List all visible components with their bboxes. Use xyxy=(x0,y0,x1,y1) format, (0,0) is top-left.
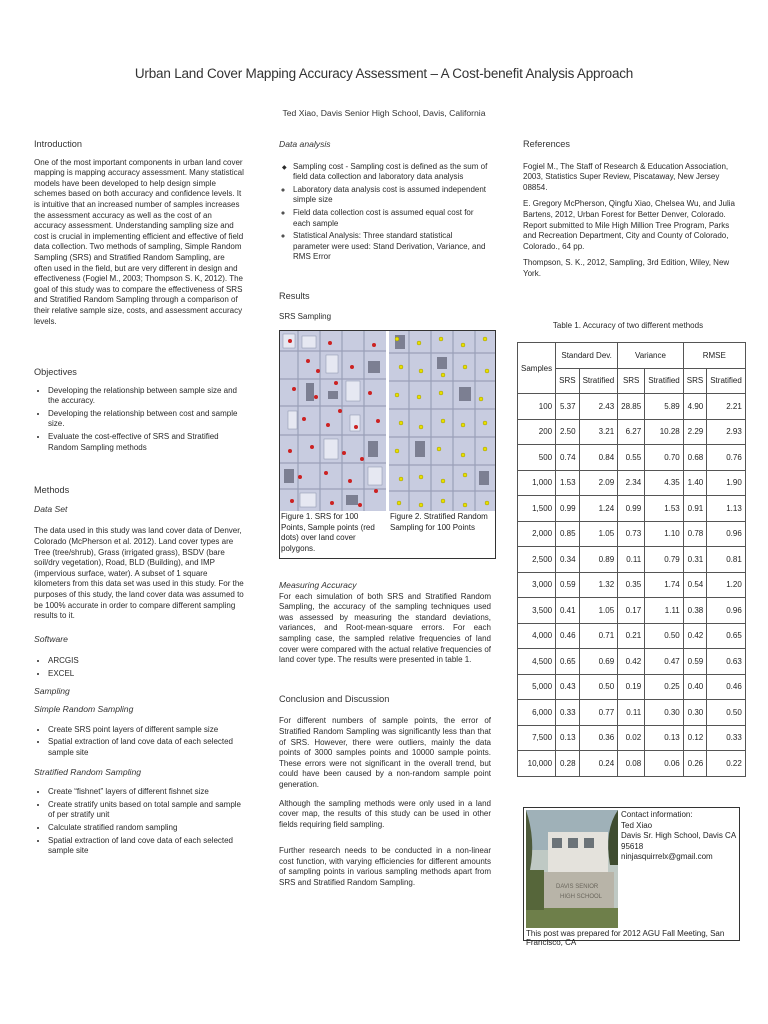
table-cell: 0.69 xyxy=(579,649,618,675)
objectives-heading: Objectives xyxy=(34,367,77,378)
table-cell: 0.50 xyxy=(707,700,746,726)
table-cell: 1.24 xyxy=(579,496,618,522)
table-cell-samples: 2,000 xyxy=(518,521,556,547)
table-cell: 0.34 xyxy=(556,547,579,573)
srs-sampling-label: SRS Sampling xyxy=(279,311,332,321)
table-cell-samples: 7,500 xyxy=(518,725,556,751)
table-body xyxy=(518,394,746,777)
table-cell: 1.53 xyxy=(645,496,684,522)
table-cell: 5.37 xyxy=(556,394,579,420)
list-item: • Developing the relationship between sample size and the accuracy. xyxy=(48,386,244,407)
contact-address: Davis Sr. High School, Davis CA 95618 xyxy=(621,831,736,851)
objectives-list xyxy=(34,386,244,454)
table-cell: 0.50 xyxy=(579,674,618,700)
table-cell: 1.40 xyxy=(683,470,706,496)
table-cell: 4.35 xyxy=(645,470,684,496)
conclusion-text-3: Further research needs to be conducted in a non-linear cost function, with varying efficiencies for different amounts of sampling points in various sampling methods apart from SRS and Stratified Random Sampling. xyxy=(279,846,491,888)
table-cell: 3.21 xyxy=(579,419,618,445)
table-cell: 0.47 xyxy=(645,649,684,675)
table-cell: 0.59 xyxy=(683,649,706,675)
list-item: • EXCEL xyxy=(48,669,244,680)
column-middle xyxy=(279,139,491,322)
table-cell: 1.90 xyxy=(707,470,746,496)
sampling-cost-list xyxy=(279,162,491,183)
table-cell-samples: 5,000 xyxy=(518,674,556,700)
table-subheader: SRS xyxy=(556,368,579,394)
table-subheader: Stratified xyxy=(645,368,684,394)
methods-heading: Methods xyxy=(34,485,70,496)
contact-heading: Contact information: xyxy=(621,810,693,819)
table-cell: 0.42 xyxy=(618,649,645,675)
table-cell: 0.96 xyxy=(707,521,746,547)
table-row xyxy=(518,419,746,445)
list-item: ◦ Field data collection cost is assumed equal cost for each sample xyxy=(293,208,491,229)
table-cell: 0.46 xyxy=(707,674,746,700)
stratified-map-image xyxy=(389,331,495,511)
measuring-heading: Measuring Accuracy xyxy=(279,580,357,590)
table-cell: 1.05 xyxy=(579,521,618,547)
table-cell: 0.31 xyxy=(683,547,706,573)
contact-text xyxy=(621,810,739,863)
table-cell: 0.91 xyxy=(683,496,706,522)
table-header-samples: Samples xyxy=(518,343,556,394)
table-cell: 0.99 xyxy=(556,496,579,522)
data-analysis-heading: Data analysis xyxy=(279,139,331,149)
table-cell: 4.90 xyxy=(683,394,706,420)
table-cell: 0.02 xyxy=(618,725,645,751)
figure-2-map xyxy=(389,331,495,511)
table-row xyxy=(518,470,746,496)
school-building-image xyxy=(526,810,618,928)
table-cell: 0.19 xyxy=(618,674,645,700)
table-cell: 0.65 xyxy=(707,623,746,649)
table-cell: 0.22 xyxy=(707,751,746,777)
table-subheader: Stratified xyxy=(579,368,618,394)
table-header-variance: Variance xyxy=(618,343,684,369)
table-cell: 0.21 xyxy=(618,623,645,649)
table-cell: 0.28 xyxy=(556,751,579,777)
table-cell: 0.40 xyxy=(683,674,706,700)
table-cell: 0.38 xyxy=(683,598,706,624)
table-cell-samples: 500 xyxy=(518,445,556,471)
table-row xyxy=(518,725,746,751)
table-cell: 0.96 xyxy=(707,598,746,624)
table-cell: 1.11 xyxy=(645,598,684,624)
table-row xyxy=(518,623,746,649)
table-caption: Table 1. Accuracy of two different methods xyxy=(552,321,704,330)
table-cell: 0.30 xyxy=(645,700,684,726)
dataset-heading: Data Set xyxy=(34,503,68,514)
table-cell: 0.25 xyxy=(645,674,684,700)
list-item: • Create “fishnet” layers of different fishnet size xyxy=(48,787,244,798)
table-cell: 0.13 xyxy=(556,725,579,751)
intro-text: One of the most important components in urban land cover mapping is mapping accuracy assessment. Many statistical models have been developed to help design simple schemes based on both accuracy and confidence levels. It is intuitive that an increased number of samples increases the assessment accuracy as well as the cost of an accuracy assessment. Understanding sampling size and cost is crucial in implementing efficient and effective of field data collection. Two methods of sampling, Simple Random Sampling (SRS) and Stratified Random Sampling, are often used in the field, but are very different in design and effectiveness (Fogiel M., 2003; Thompson S. K, 2012). The goal of this study was to compare the effectiveness of SRS and Stratified Random Sampling through a comparison of their relative sample size, costs, and assessment accuracy levels. xyxy=(34,157,244,326)
poster-authors: Ted Xiao, Davis Senior High School, Davis, California xyxy=(282,108,486,118)
conclusion-heading: Conclusion and Discussion xyxy=(279,693,390,704)
table-row xyxy=(518,598,746,624)
table-cell-samples: 200 xyxy=(518,419,556,445)
list-item: ◆ Sampling cost - Sampling cost is defined as the sum of field data collection and laboratory data analysis xyxy=(293,162,491,183)
column-right xyxy=(523,139,741,286)
measuring-text: For each simulation of both SRS and Stratified Random Sampling, the accuracy of the sampling techniques used was assessed by measuring the standard deviations, variances, and Root-mean-square errors. For each sampling case, the sampled relative frequencies of land cover were compared with the actual relative frequencies of land cover type. The results were presented in table 1. xyxy=(279,591,491,665)
table-cell: 0.81 xyxy=(707,547,746,573)
table-cell: 0.63 xyxy=(707,649,746,675)
table-cell: 0.78 xyxy=(683,521,706,547)
table-cell-samples: 100 xyxy=(518,394,556,420)
table-cell: 0.74 xyxy=(556,445,579,471)
table-cell-samples: 1,000 xyxy=(518,470,556,496)
table-cell: 0.70 xyxy=(645,445,684,471)
table-row xyxy=(518,445,746,471)
table-cell: 0.76 xyxy=(707,445,746,471)
table-cell: 1.53 xyxy=(556,470,579,496)
table-cell: 0.41 xyxy=(556,598,579,624)
table-header-rmse: RMSE xyxy=(683,343,745,369)
list-item: • Create SRS point layers of different sample size xyxy=(48,725,244,736)
table-cell: 0.13 xyxy=(645,725,684,751)
figure-1-map xyxy=(280,331,386,511)
table-cell: 0.43 xyxy=(556,674,579,700)
contact-name: Ted Xiao xyxy=(621,820,653,830)
intro-heading: Introduction xyxy=(34,139,83,149)
school-photo xyxy=(526,810,618,928)
table-cell-samples: 1,500 xyxy=(518,496,556,522)
svg-text:DAVIS SENIOR: DAVIS SENIOR xyxy=(556,884,599,890)
stratified-list xyxy=(34,787,244,857)
table-cell: 0.65 xyxy=(556,649,579,675)
table-cell: 0.59 xyxy=(556,572,579,598)
software-heading: Software xyxy=(34,633,68,644)
list-item: • Spatial extraction of land cove data of each selected sample site xyxy=(48,737,244,758)
dataset-text: The data used in this study was land cover data of Denver, Colorado (McPherson et al. 2012). Land cover types are Tree (tree/shrub), Grass (irrigated grass), BSDV (bare soil/dry vegetation), Road, BLD (Building), and IMP (impervious surface, water). A subset of 1 square kilometers from this data set was used in this study. For the purposes of this study, the land cover data was assumed to be 100% accurate in order to compare different sampling results to it. xyxy=(34,526,244,621)
reference-item: Fogiel M., The Staff of Research & Education Association, 2003, Statistics Super Review, Piscataway, New Jersey 08854. xyxy=(523,161,729,192)
table-cell: 0.54 xyxy=(683,572,706,598)
table-cell: 1.32 xyxy=(579,572,618,598)
table-cell-samples: 10,000 xyxy=(518,751,556,777)
table-cell: 0.55 xyxy=(618,445,645,471)
table-row xyxy=(518,496,746,522)
table-row xyxy=(518,521,746,547)
table-row xyxy=(518,700,746,726)
table-cell: 2.21 xyxy=(707,394,746,420)
table-cell: 1.74 xyxy=(645,572,684,598)
table-cell: 0.33 xyxy=(556,700,579,726)
table-row xyxy=(518,572,746,598)
list-item: • Calculate stratified random sampling xyxy=(48,823,244,834)
contact-box xyxy=(523,807,740,947)
table-cell: 2.34 xyxy=(618,470,645,496)
table-cell: 6.27 xyxy=(618,419,645,445)
table-cell: 28.85 xyxy=(618,394,645,420)
table-cell-samples: 3,000 xyxy=(518,572,556,598)
table-cell: 5.89 xyxy=(645,394,684,420)
reference-item: Thompson, S. K., 2012, Sampling, 3rd Edition, Wiley, New York. xyxy=(523,258,730,278)
table-row xyxy=(518,751,746,777)
table-cell-samples: 2,500 xyxy=(518,547,556,573)
table-cell: 2.09 xyxy=(579,470,618,496)
table-row xyxy=(518,674,746,700)
table-cell: 0.68 xyxy=(683,445,706,471)
figure-2-caption: Figure 2. Stratified Random Sampling for 100 Points xyxy=(390,512,488,532)
table-cell: 2.29 xyxy=(683,419,706,445)
table-cell-samples: 4,000 xyxy=(518,623,556,649)
table-cell: 0.33 xyxy=(707,725,746,751)
table-row xyxy=(518,394,746,420)
srs-list xyxy=(34,725,244,759)
poster-title: Urban Land Cover Mapping Accuracy Assessment – A Cost-benefit Analysis Approach xyxy=(134,66,634,81)
table-cell: 10.28 xyxy=(645,419,684,445)
list-item: • Evaluate the cost-effective of SRS and Stratified Random Sampling methods xyxy=(48,432,244,453)
table-cell: 0.71 xyxy=(579,623,618,649)
figure-maps xyxy=(279,330,496,559)
table-cell: 0.11 xyxy=(618,700,645,726)
table-cell: 0.08 xyxy=(618,751,645,777)
list-item: ◦ Laboratory data analysis cost is assumed independent simple size xyxy=(293,185,491,206)
list-item: • Spatial extraction of land cove data of each selected sample site xyxy=(48,836,244,857)
table-cell: 0.85 xyxy=(556,521,579,547)
figure-1-caption: Figure 1. SRS for 100 Points, Sample points (red dots) over land cover polygons. xyxy=(281,512,375,553)
table-cell: 0.99 xyxy=(618,496,645,522)
table-cell-samples: 3,500 xyxy=(518,598,556,624)
list-item: ◦ Statistical Analysis: Three standard statistical parameter were used: Stand Derivation, Variance, and RMS Error xyxy=(293,231,491,263)
table-cell: 1.10 xyxy=(645,521,684,547)
table-subheader: Stratified xyxy=(707,368,746,394)
table-cell: 2.43 xyxy=(579,394,618,420)
table-cell-samples: 6,000 xyxy=(518,700,556,726)
srs-heading: Simple Random Sampling xyxy=(34,704,134,715)
conclusion-text-1: For different numbers of sample points, the error of Stratified Random Sampling was significantly less than that of SRS. However, there were outliers, mainly the data points of 3000 samples points and 10000 sample points. These errors were not significant in the overall trend, but could have been caused by a non-random sample point generation. xyxy=(279,716,491,789)
list-item: • ARCGIS xyxy=(48,656,244,667)
table-cell: 0.89 xyxy=(579,547,618,573)
table-row xyxy=(518,649,746,675)
table-cell: 0.24 xyxy=(579,751,618,777)
table-cell: 0.17 xyxy=(618,598,645,624)
table-cell: 0.73 xyxy=(618,521,645,547)
table-cell-samples: 4,500 xyxy=(518,649,556,675)
srs-map-image xyxy=(280,331,386,511)
list-item: • Create stratify units based on total sample and sample of per stratify unit xyxy=(48,800,244,821)
table-cell: 0.42 xyxy=(683,623,706,649)
conclusion-text-2: Although the sampling methods were only used in a land cover map, the results of this study can be used in other fields requiring field sampling. xyxy=(279,798,491,829)
table-row xyxy=(518,547,746,573)
table-cell: 0.06 xyxy=(645,751,684,777)
software-list xyxy=(34,656,244,679)
table-cell: 2.50 xyxy=(556,419,579,445)
table-cell: 2.93 xyxy=(707,419,746,445)
table-subheader: SRS xyxy=(683,368,706,394)
table-cell: 0.12 xyxy=(683,725,706,751)
contact-note: This post was prepared for 2012 AGU Fall Meeting, San Francisco, CA xyxy=(526,929,725,947)
sampling-heading: Sampling xyxy=(34,685,70,696)
references-heading: References xyxy=(523,139,570,149)
table-cell: 0.30 xyxy=(683,700,706,726)
table-header-std: Standard Dev. xyxy=(556,343,618,369)
table-cell: 0.77 xyxy=(579,700,618,726)
column-left xyxy=(34,139,244,863)
table-cell: 0.11 xyxy=(618,547,645,573)
table-cell: 0.50 xyxy=(645,623,684,649)
svg-text:HIGH SCHOOL: HIGH SCHOOL xyxy=(560,894,603,900)
table-cell: 1.13 xyxy=(707,496,746,522)
accuracy-table xyxy=(517,342,746,777)
table-cell: 0.35 xyxy=(618,572,645,598)
table-cell: 1.20 xyxy=(707,572,746,598)
table-cell: 0.79 xyxy=(645,547,684,573)
results-heading: Results xyxy=(279,290,310,301)
table-cell: 0.36 xyxy=(579,725,618,751)
table-cell: 0.46 xyxy=(556,623,579,649)
contact-email[interactable]: ninjasquirrelx@gmail.com xyxy=(621,852,713,862)
table-cell: 0.84 xyxy=(579,445,618,471)
table-subheader: SRS xyxy=(618,368,645,394)
table-cell: 0.26 xyxy=(683,751,706,777)
stratified-heading: Stratified Random Sampling xyxy=(34,766,141,777)
reference-item: E. Gregory McPherson, Qingfu Xiao, Chelsea Wu, and Julia Bartens, 2012, Urban Forest for Better Denver, Colorado. Report submitted to Mile High Million Tree Program, Parks and Recreation Department, City and County of Colorado, Colorado., 64 pp. xyxy=(523,199,735,251)
list-item: • Developing the relationship between cost and sample size. xyxy=(48,409,244,430)
column-middle-lower xyxy=(279,580,491,895)
analysis-list xyxy=(279,185,491,263)
table-cell: 1.05 xyxy=(579,598,618,624)
